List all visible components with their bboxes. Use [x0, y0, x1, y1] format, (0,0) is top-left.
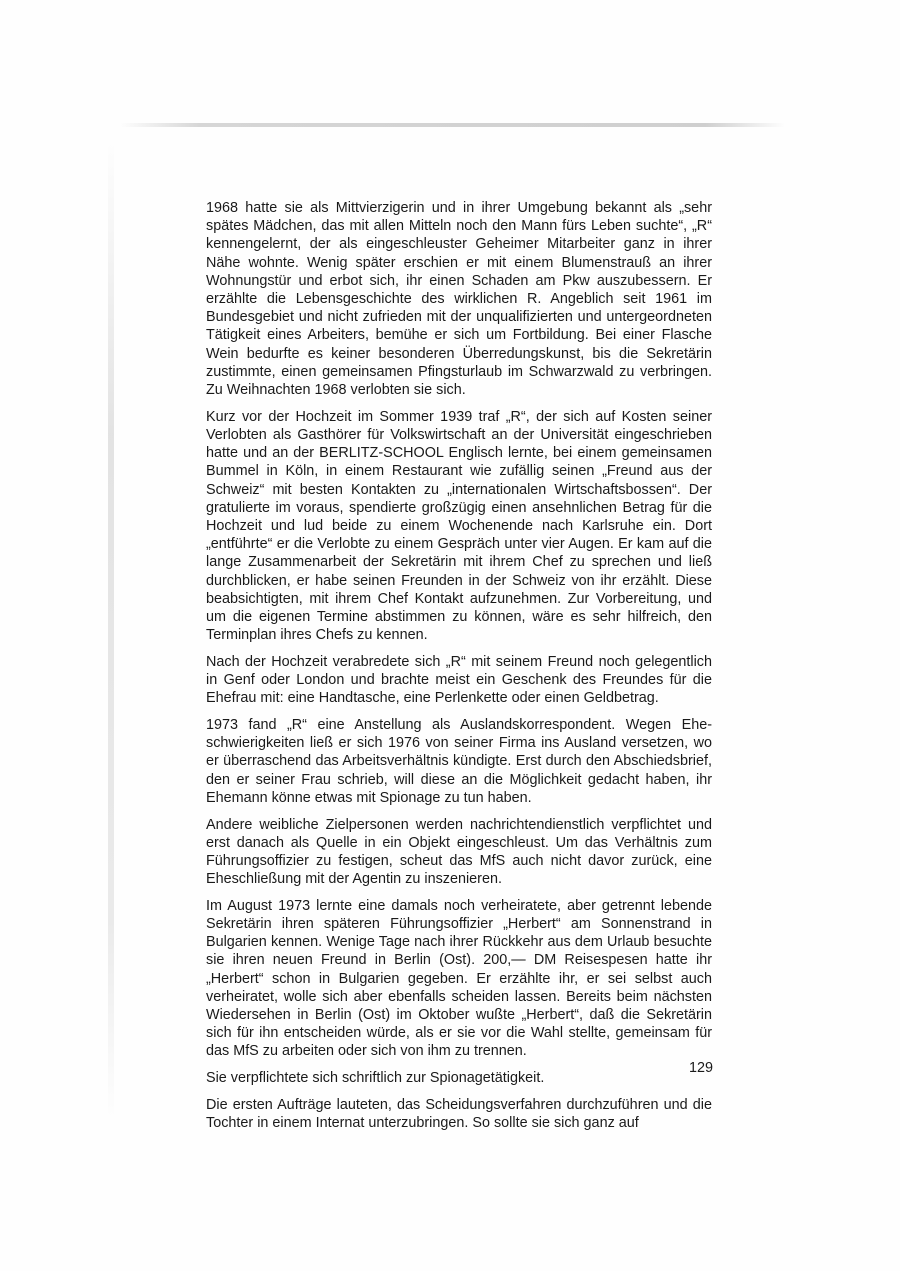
page-number: 129: [689, 1060, 714, 1076]
body-text: [206, 199, 712, 1141]
top-edge-shadow: [120, 123, 785, 127]
left-edge-shadow: [108, 140, 114, 1120]
paragraph-4: 1973 fand „R“ eine Anstellung als Auslandskorrespondent. Wegen Eheschwierigkeiten ließ er sich 1976 von seiner Firma ins Ausland versetzen, wo er überraschend das Arbeitsverhältnis kündigte. Erst durch den Abschiedsbrief, den er seiner Frau schrieb, will diese an die Möglichkeit gedacht haben, ihr Ehemann könne etwas mit Spionage zu tun haben.: [206, 716, 712, 806]
paragraph-8: Die ersten Aufträge lauteten, das Scheidungsverfahren durchzuführen und die Tochter in einem Internat unterzubringen. So sollte sie sich ganz auf: [206, 1096, 712, 1132]
paragraph-6: Im August 1973 lernte eine damals noch verheiratete, aber getrennt lebende Sekretärin ihren späteren Führungsoffizier „Herbert“ am Sonnenstrand in Bulgarien kennen. Wenige Tage nach ihrer Rückkehr aus dem Urlaub besuchte sie ihren neuen Freund in Berlin (Ost). 200,— DM Reisespesen hatte ihr „Herbert“ schon in Bulgarien gegeben. Er erzählte ihr, er sei selbst auch verheiratet, wolle sich aber ebenfalls scheiden lassen. Bereits beim nächsten Wiedersehen in Berlin (Ost) im Oktober wußte „Herbert“, daß die Sekretärin sich für ihn entscheiden würde, als er sie vor die Wahl stellte, gemeinsam für das MfS zu arbeiten oder sich von ihm zu trennen.: [206, 897, 712, 1060]
paragraph-5: Andere weibliche Zielpersonen werden nachrichtendienstlich verpflichtet und erst danach als Quelle in ein Objekt eingeschleust. Um das Verhältnis zum Führungsoffizier zu festigen, scheut das MfS auch nicht davor zurück, eine Eheschließung mit der Agentin zu inszenieren.: [206, 816, 712, 888]
paragraph-3: Nach der Hochzeit verabredete sich „R“ mit seinem Freund noch gelegentlich in Genf oder London und brachte meist ein Geschenk des Freundes für die Ehefrau mit: eine Handtasche, eine Perlenkette oder einen Geldbetrag.: [206, 653, 712, 707]
paragraph-1: 1968 hatte sie als Mittvierzigerin und in ihrer Umgebung bekannt als „sehr spätes Mädchen, das mit allen Mitteln noch den Mann fürs Leben suchte“, „R“ kennengelernt, der als eingeschleuster Geheimer Mitarbeiter ganz in ihrer Nähe wohnte. Wenig später erschien er mit einem Blumenstrauß an ihrer Wohnungstür und erbot sich, ihr einen Schaden am Pkw auszubessern. Er erzählte die Lebensgeschichte des wirklichen R. Angeblich seit 1961 im Bundesgebiet und nicht zufrieden mit der unqualifizierten und untergeordneten Tätigkeit eines Arbeiters, bemühe er sich um Fortbildung. Bei einer Flasche Wein bedurfte es keiner besonderen Überredungskunst, bis die Sekretärin zustimmte, einen gemeinsamen Pfingsturlaub im Schwarzwald zu verbringen. Zu Weihnachten 1968 verlobten sie sich.: [206, 200, 712, 399]
paragraph-7: Sie verpflichtete sich schriftlich zur Spionagetätigkeit.: [206, 1070, 545, 1087]
paragraph-2: Kurz vor der Hochzeit im Sommer 1939 traf „R“, der sich auf Kosten seiner Verlobten als Gasthörer für Volkswirtschaft an der Universität eingeschrieben hatte und an der BERLITZ-SCHOOL Englisch lernte, bei einem gemeinsamen Bummel in Köln, in einem Restaurant wie zufällig seinen „Freund aus der Schweiz“ mit besten Kontakten zu „internationalen Wirtschaftsbossen“. Der gratulierte im voraus, spendierte großzügig einen ansehnlichen Betrag für die Hochzeit und lud beide zu einem Wochenende nach Karlsruhe ein. Dort „entführte“ er die Verlobte zu einem Gespräch unter vier Augen. Er kam auf die lange Zusammenarbeit der Sekretärin mit ihrem Chef zu sprechen und ließ durchblicken, er habe seinen Freunden in der Schweiz von ihr erzählt. Diese beabsichtigten, mit ihrem Chef Kontakt aufzunehmen. Zur Vorbereitung, und um die eigenen Termine abstimmen zu können, wäre es sehr hilfreich, den Terminplan ihres Chefs zu kennen.: [206, 408, 712, 644]
